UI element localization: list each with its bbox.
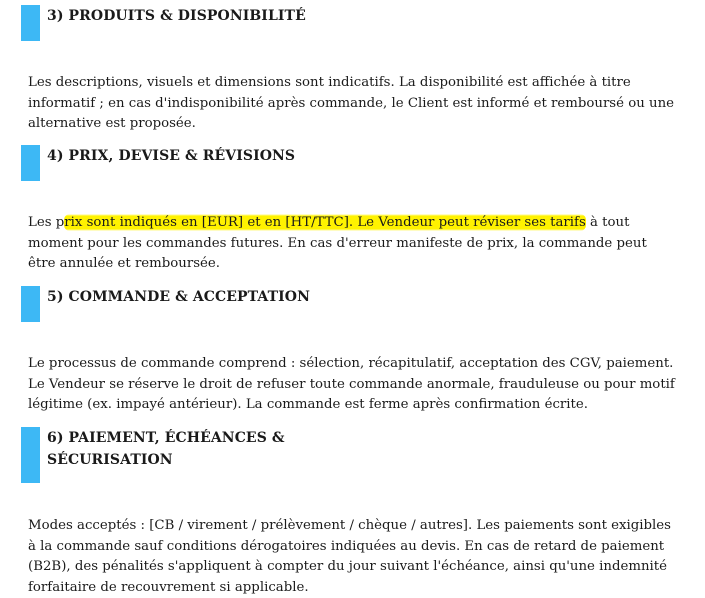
section-4-heading: 4) PRIX, DEVISE & RÉVISIONS <box>47 148 296 164</box>
section-3-heading-block <box>21 5 306 41</box>
accent-bar <box>21 145 40 181</box>
text-run: à tout moment pour les commandes futures. En cas d'erreur manifeste de prix, la commande peut être annulée et remboursée. <box>28 215 647 271</box>
section-6-paragraph: Modes acceptés : [CB / virement / prélèvement / chèque / autres]. Les paiements sont exigibles à la commande sauf conditions dérogatoires indiquées au devis. En cas de retard de paiement (B2B), des pénalités s'appliquent à compter du jour suivant l'échéance, ainsi qu'une indemnité forfaitaire de recouvrement si applicable. <box>28 518 671 595</box>
section-4-paragraph <box>28 213 678 275</box>
section-3-paragraph: Les descriptions, visuels et dimensions sont indicatifs. La disponibilité est affichée à titre informatif ; en cas d'indisponibilité après commande, le Client est informé et remboursé ou une alternative est proposée. <box>28 75 675 131</box>
section-6-heading-line-2: SÉCURISATION <box>47 452 173 468</box>
accent-bar <box>21 427 40 483</box>
section-4-heading-block <box>21 145 295 181</box>
section-5-heading-block <box>21 286 310 322</box>
section-6-heading <box>47 427 285 471</box>
text-run: Les p <box>28 215 65 230</box>
accent-bar <box>21 5 40 41</box>
highlighted-text: rix sont indiqués en [EUR] et en [HT/TTC]. Le Vendeur peut réviser ses tarifs <box>64 215 586 230</box>
accent-bar <box>21 286 40 322</box>
section-3-heading: 3) PRODUITS & DISPONIBILITÉ <box>47 8 306 24</box>
section-5-heading: 5) COMMANDE & ACCEPTATION <box>47 289 310 305</box>
section-5-paragraph: Le processus de commande comprend : sélection, récapitulatif, acceptation des CGV, paiement. Le Vendeur se réserve le droit de refuser toute commande anormale, frauduleuse ou pour motif légitime (ex. impayé antérieur). La commande est ferme après confirmation écrite. <box>28 356 675 412</box>
section-6-heading-block <box>21 427 285 483</box>
section-6-heading-line-1: 6) PAIEMENT, ÉCHÉANCES & <box>47 430 285 446</box>
